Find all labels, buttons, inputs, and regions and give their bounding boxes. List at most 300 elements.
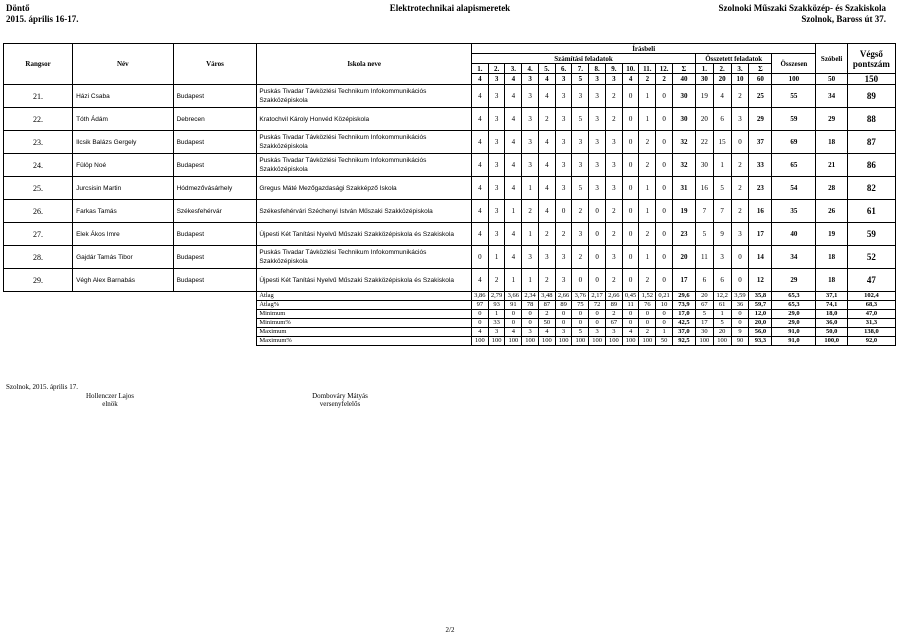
oral-cell: 26 <box>816 200 847 223</box>
written-header: Írásbeli <box>471 44 815 54</box>
stats-calc-cell: 2 <box>605 310 622 319</box>
complex-score-cell: 2 <box>731 200 749 223</box>
oral-cell: 18 <box>816 269 847 292</box>
complex-sum-cell: 14 <box>749 246 772 269</box>
calc-score-cell: 0 <box>589 223 606 246</box>
complex-sum-cell: 17 <box>749 223 772 246</box>
max-points-cell: 2 <box>639 74 656 85</box>
total-cell: 34 <box>772 246 816 269</box>
max-points-cell: 3 <box>488 74 505 85</box>
complex-score-cell: 6 <box>695 269 713 292</box>
calc-score-cell: 4 <box>471 85 488 108</box>
calc-sum-cell: 30 <box>672 85 695 108</box>
stats-calc-cell: 97 <box>471 301 488 310</box>
stats-calc-cell: 2,17 <box>589 292 606 301</box>
calc-sum-cell: 19 <box>672 200 695 223</box>
complex-score-cell: 6 <box>713 269 731 292</box>
calc-sum-cell: 23 <box>672 223 695 246</box>
calc-score-cell: 2 <box>538 223 555 246</box>
calc-score-cell: 4 <box>505 108 522 131</box>
calc-score-cell: 0 <box>622 85 639 108</box>
stats-complex-cell: 100 <box>713 337 731 346</box>
calc-score-cell: 3 <box>488 131 505 154</box>
calc-score-cell: 0 <box>622 108 639 131</box>
signature-1 <box>70 392 150 408</box>
complex-num-header: 2. <box>713 64 731 74</box>
table-row <box>4 246 896 269</box>
page-number: 2/2 <box>445 626 455 634</box>
complex-score-cell: 3 <box>713 246 731 269</box>
calc-score-cell: 3 <box>605 246 622 269</box>
stats-final: 102,4 <box>847 292 895 301</box>
stats-complex-cell: 20 <box>695 292 713 301</box>
city-cell: Hódmezővásárhely <box>173 177 257 200</box>
oral-cell: 19 <box>816 223 847 246</box>
max-points-cell: 3 <box>555 74 572 85</box>
stats-calc-cell: 3 <box>488 328 505 337</box>
complex-score-cell: 3 <box>731 223 749 246</box>
calc-score-cell: 3 <box>572 85 589 108</box>
total-cell: 35 <box>772 200 816 223</box>
calc-sum-cell: 32 <box>672 131 695 154</box>
calc-score-cell: 0 <box>656 108 673 131</box>
city-cell: Budapest <box>173 85 257 108</box>
complex-score-cell: 2 <box>731 154 749 177</box>
rank-cell: 22. <box>4 108 73 131</box>
complex-sum-cell: 29 <box>749 108 772 131</box>
stats-complex-cell: 5 <box>713 319 731 328</box>
calc-score-cell: 3 <box>589 108 606 131</box>
calc-score-cell: 1 <box>639 108 656 131</box>
calc-score-cell: 3 <box>605 131 622 154</box>
calc-score-cell: 2 <box>572 246 589 269</box>
stats-final: 47,0 <box>847 310 895 319</box>
stats-calc-cell: 0,21 <box>656 292 673 301</box>
stats-complex-cell: 5 <box>695 310 713 319</box>
calc-score-cell: 1 <box>522 223 539 246</box>
results-table <box>3 43 896 346</box>
stats-calc-cell: 2,79 <box>488 292 505 301</box>
max-points-cell: 30 <box>695 74 713 85</box>
school-cell: Gregus Máté Mezőgazdasági Szakképző Iskola <box>257 177 472 200</box>
calc-score-cell: 3 <box>522 108 539 131</box>
calc-score-cell: 3 <box>555 154 572 177</box>
calc-score-cell: 4 <box>505 246 522 269</box>
calc-score-cell: 3 <box>555 246 572 269</box>
calc-score-cell: 3 <box>572 131 589 154</box>
city-cell: Budapest <box>173 131 257 154</box>
calc-score-cell: 0 <box>622 246 639 269</box>
stats-calc-sum: 17,0 <box>672 310 695 319</box>
calc-score-cell: 4 <box>471 131 488 154</box>
complex-score-cell: 0 <box>731 131 749 154</box>
calc-score-cell: 3 <box>555 85 572 108</box>
stats-calc-cell: 100 <box>572 337 589 346</box>
stats-calc-cell: 0 <box>471 310 488 319</box>
calc-score-cell: 0 <box>622 131 639 154</box>
calc-score-cell: 3 <box>538 246 555 269</box>
stats-spacer <box>4 301 257 310</box>
complex-sum-cell: 37 <box>749 131 772 154</box>
school-cell: Újpesti Két Tanítási Nyelvű Műszaki Szakközépiskola és Szakiskola <box>257 269 472 292</box>
total-cell: 69 <box>772 131 816 154</box>
complex-score-cell: 5 <box>695 223 713 246</box>
stats-spacer <box>4 292 257 301</box>
stats-calc-cell: 33 <box>488 319 505 328</box>
stats-complex-cell: 0 <box>731 310 749 319</box>
complex-header: Összetett feladatok <box>695 54 771 64</box>
complex-score-cell: 30 <box>695 154 713 177</box>
stats-total: 91,0 <box>772 337 816 346</box>
calc-score-cell: 4 <box>471 154 488 177</box>
school-cell: Puskás Tivadar Távközlési Technikum Infokommunikációs Szakközépiskola <box>257 131 472 154</box>
stats-calc-cell: 10 <box>656 301 673 310</box>
stats-complex-cell: 1 <box>713 310 731 319</box>
complex-score-cell: 7 <box>713 200 731 223</box>
calc-score-cell: 4 <box>538 85 555 108</box>
max-points-cell: 100 <box>772 74 816 85</box>
stats-calc-cell: 78 <box>522 301 539 310</box>
stats-final: 138,0 <box>847 328 895 337</box>
total-cell: 29 <box>772 269 816 292</box>
stats-complex-cell: 17 <box>695 319 713 328</box>
total-cell: 40 <box>772 223 816 246</box>
stats-calc-cell: 3 <box>605 328 622 337</box>
stats-calc-cell: 0 <box>522 310 539 319</box>
max-points-cell: 60 <box>749 74 772 85</box>
stats-calc-cell: 3 <box>522 328 539 337</box>
calc-score-cell: 0 <box>622 200 639 223</box>
calc-sum-cell: 31 <box>672 177 695 200</box>
calc-score-cell: 1 <box>639 200 656 223</box>
calc-header: Számítási feladatok <box>471 54 695 64</box>
complex-score-cell: 1 <box>713 154 731 177</box>
name-cell: Elek Ákos Imre <box>73 223 174 246</box>
stats-complex-cell: 12,2 <box>713 292 731 301</box>
rank-cell: 28. <box>4 246 73 269</box>
table-row <box>4 177 896 200</box>
calc-score-cell: 2 <box>538 269 555 292</box>
complex-score-cell: 3 <box>731 108 749 131</box>
signature-1-role: elnök <box>102 400 118 408</box>
max-points-cell: 40 <box>672 74 695 85</box>
max-points-cell: 10 <box>731 74 749 85</box>
calc-score-cell: 0 <box>622 223 639 246</box>
final-score-cell: 47 <box>847 269 895 292</box>
city-cell: Budapest <box>173 154 257 177</box>
calc-score-cell: 4 <box>471 177 488 200</box>
max-points-cell: 2 <box>656 74 673 85</box>
calc-score-cell: 3 <box>488 108 505 131</box>
calc-score-cell: 3 <box>589 177 606 200</box>
calc-score-cell: 4 <box>471 200 488 223</box>
calc-score-cell: 3 <box>555 131 572 154</box>
oral-cell: 21 <box>816 154 847 177</box>
calc-score-cell: 0 <box>589 269 606 292</box>
name-cell: Házi Csaba <box>73 85 174 108</box>
stats-calc-sum: 92,5 <box>672 337 695 346</box>
complex-score-cell: 6 <box>713 108 731 131</box>
table-row <box>4 85 896 108</box>
calc-score-cell: 2 <box>605 200 622 223</box>
stats-calc-cell: 0 <box>589 310 606 319</box>
stats-calc-cell: 2,34 <box>522 292 539 301</box>
stats-complex-cell: 90 <box>731 337 749 346</box>
complex-score-cell: 4 <box>713 85 731 108</box>
calc-score-cell: 1 <box>505 200 522 223</box>
city-cell: Budapest <box>173 246 257 269</box>
calc-score-cell: 4 <box>471 223 488 246</box>
stats-calc-cell: 100 <box>538 337 555 346</box>
complex-sum-cell: 25 <box>749 85 772 108</box>
calc-score-cell: 0 <box>622 154 639 177</box>
stats-final: 68,3 <box>847 301 895 310</box>
total-cell: 65 <box>772 154 816 177</box>
school-cell: Kratochvil Károly Honvéd Középiskola <box>257 108 472 131</box>
stats-calc-cell: 72 <box>589 301 606 310</box>
final-score-cell: 59 <box>847 223 895 246</box>
rank-cell: 23. <box>4 131 73 154</box>
stats-complex-sum: 12,0 <box>749 310 772 319</box>
calc-score-cell: 1 <box>522 177 539 200</box>
stats-row <box>4 310 896 319</box>
complex-score-cell: 0 <box>731 269 749 292</box>
school-cell: Puskás Tivadar Távközlési Technikum Infokommunikációs Szakközépiskola <box>257 85 472 108</box>
stats-calc-cell: 0 <box>555 319 572 328</box>
table-row <box>4 108 896 131</box>
stats-complex-cell: 36 <box>731 301 749 310</box>
calc-sum-cell: 20 <box>672 246 695 269</box>
final-score-cell: 87 <box>847 131 895 154</box>
oral-cell: 34 <box>816 85 847 108</box>
max-points-cell: 3 <box>589 74 606 85</box>
stats-final: 92,0 <box>847 337 895 346</box>
stats-calc-cell: 3,48 <box>538 292 555 301</box>
school-cell: Székesfehérvári Széchenyi István Műszaki Szakközépiskola <box>257 200 472 223</box>
stats-calc-cell: 0 <box>589 319 606 328</box>
complex-score-cell: 15 <box>713 131 731 154</box>
stats-calc-cell: 67 <box>605 319 622 328</box>
name-cell: Ilcsik Balázs Gergely <box>73 131 174 154</box>
calc-score-cell: 0 <box>589 200 606 223</box>
table-row <box>4 154 896 177</box>
final-score-cell: 88 <box>847 108 895 131</box>
stats-calc-cell: 0 <box>572 310 589 319</box>
calc-num-header: 5. <box>538 64 555 74</box>
header-right <box>718 3 886 25</box>
complex-sum-cell: 33 <box>749 154 772 177</box>
stats-spacer <box>4 328 257 337</box>
stats-calc-cell: 0 <box>505 319 522 328</box>
stats-calc-sum: 37,0 <box>672 328 695 337</box>
calc-score-cell: 3 <box>488 177 505 200</box>
stats-calc-sum: 29,6 <box>672 292 695 301</box>
total-cell: 59 <box>772 108 816 131</box>
stats-calc-cell: 100 <box>488 337 505 346</box>
header-title: Döntő <box>6 3 30 13</box>
stats-spacer <box>4 319 257 328</box>
calc-score-cell: 3 <box>572 154 589 177</box>
complex-sum-cell: 23 <box>749 177 772 200</box>
stats-complex-sum: 59,7 <box>749 301 772 310</box>
city-cell: Budapest <box>173 269 257 292</box>
stats-calc-cell: 2 <box>538 310 555 319</box>
calc-score-cell: 5 <box>572 177 589 200</box>
stats-calc-cell: 100 <box>555 337 572 346</box>
calc-score-cell: 4 <box>505 85 522 108</box>
calc-score-cell: 3 <box>555 269 572 292</box>
oral-cell: 18 <box>816 131 847 154</box>
calc-score-cell: 0 <box>656 177 673 200</box>
stats-calc-cell: 4 <box>505 328 522 337</box>
calc-num-header: 10. <box>622 64 639 74</box>
calc-num-header: 8. <box>589 64 606 74</box>
max-points-cell: 4 <box>538 74 555 85</box>
stats-row <box>4 319 896 328</box>
stats-complex-cell: 20 <box>713 328 731 337</box>
oral-cell: 29 <box>816 108 847 131</box>
stats-calc-cell: 2 <box>639 328 656 337</box>
stats-oral: 74,1 <box>816 301 847 310</box>
stats-complex-sum: 20,0 <box>749 319 772 328</box>
stats-calc-cell: 100 <box>471 337 488 346</box>
calc-score-cell: 4 <box>471 269 488 292</box>
calc-score-cell: 1 <box>505 269 522 292</box>
max-points-cell: 20 <box>713 74 731 85</box>
complex-sum-cell: 16 <box>749 200 772 223</box>
rank-cell: 24. <box>4 154 73 177</box>
stats-oral: 100,0 <box>816 337 847 346</box>
calc-score-cell: 1 <box>522 269 539 292</box>
header-subject: Elektrotechnikai alapismeretek <box>389 3 511 13</box>
calc-score-cell: 4 <box>538 154 555 177</box>
table-row <box>4 131 896 154</box>
stats-calc-cell: 100 <box>505 337 522 346</box>
stats-calc-cell: 89 <box>555 301 572 310</box>
rank-cell: 26. <box>4 200 73 223</box>
signature-2-name: Dombováry Mátyás <box>312 392 368 400</box>
complex-num-header: 3. <box>731 64 749 74</box>
stats-complex-sum: 35,8 <box>749 292 772 301</box>
stats-label: Minimum <box>257 310 472 319</box>
max-points-cell: 3 <box>605 74 622 85</box>
stats-complex-cell: 61 <box>713 301 731 310</box>
calc-score-cell: 2 <box>639 154 656 177</box>
complex-score-cell: 19 <box>695 85 713 108</box>
stats-calc-cell: 0 <box>522 319 539 328</box>
stats-calc-cell: 50 <box>538 319 555 328</box>
calc-score-cell: 3 <box>488 85 505 108</box>
calc-num-header: 11. <box>639 64 656 74</box>
calc-score-cell: 4 <box>505 154 522 177</box>
col-name-header: Név <box>73 44 174 85</box>
stats-calc-cell: 0 <box>639 319 656 328</box>
calc-sum-cell: 30 <box>672 108 695 131</box>
school-cell: Újpesti Két Tanítási Nyelvű Műszaki Szakközépiskola és Szakiskola <box>257 223 472 246</box>
calc-score-cell: 3 <box>522 131 539 154</box>
calc-num-header: 12. <box>656 64 673 74</box>
calc-score-cell: 4 <box>538 131 555 154</box>
final-score-cell: 52 <box>847 246 895 269</box>
calc-num-header: 1. <box>471 64 488 74</box>
calc-score-cell: 0 <box>572 269 589 292</box>
calc-score-cell: 0 <box>622 177 639 200</box>
name-cell: Végh Alex Barnabás <box>73 269 174 292</box>
city-cell: Debrecen <box>173 108 257 131</box>
header-school: Szolnoki Műszaki Szakközép- és Szakiskola <box>718 3 886 13</box>
stats-calc-cell: 4 <box>622 328 639 337</box>
calc-score-cell: 0 <box>471 246 488 269</box>
complex-score-cell: 16 <box>695 177 713 200</box>
calc-score-cell: 3 <box>488 154 505 177</box>
calc-score-cell: 0 <box>656 131 673 154</box>
stats-calc-cell: 76 <box>639 301 656 310</box>
stats-calc-cell: 11 <box>622 301 639 310</box>
oral-cell: 18 <box>816 246 847 269</box>
stats-total: 91,0 <box>772 328 816 337</box>
stats-calc-cell: 3,66 <box>505 292 522 301</box>
rank-cell: 27. <box>4 223 73 246</box>
stats-calc-cell: 3 <box>555 328 572 337</box>
calc-score-cell: 0 <box>656 246 673 269</box>
stats-calc-cell: 50 <box>656 337 673 346</box>
total-cell: 55 <box>772 85 816 108</box>
calc-score-cell: 5 <box>572 108 589 131</box>
stats-complex-cell: 3,59 <box>731 292 749 301</box>
calc-score-cell: 3 <box>605 177 622 200</box>
stats-calc-cell: 0,45 <box>622 292 639 301</box>
calc-score-cell: 2 <box>555 223 572 246</box>
complex-score-cell: 5 <box>713 177 731 200</box>
stats-total: 65,3 <box>772 292 816 301</box>
stats-calc-cell: 87 <box>538 301 555 310</box>
complex-score-cell: 7 <box>695 200 713 223</box>
calc-score-cell: 4 <box>505 131 522 154</box>
complex-score-cell: 11 <box>695 246 713 269</box>
stats-calc-cell: 0 <box>572 319 589 328</box>
calc-score-cell: 3 <box>589 85 606 108</box>
stats-calc-cell: 100 <box>605 337 622 346</box>
calc-score-cell: 3 <box>488 200 505 223</box>
stats-complex-cell: 9 <box>731 328 749 337</box>
city-cell: Budapest <box>173 223 257 246</box>
stats-calc-cell: 0 <box>656 310 673 319</box>
name-cell: Jurcsisin Martin <box>73 177 174 200</box>
calc-score-cell: 0 <box>589 246 606 269</box>
calc-num-header: 2. <box>488 64 505 74</box>
final-score-cell: 89 <box>847 85 895 108</box>
oral-cell: 28 <box>816 177 847 200</box>
col-school-header: Iskola neve <box>257 44 472 85</box>
calc-score-cell: 2 <box>605 108 622 131</box>
calc-score-cell: 3 <box>488 223 505 246</box>
stats-calc-cell: 100 <box>589 337 606 346</box>
calc-num-header: 7. <box>572 64 589 74</box>
table-row <box>4 223 896 246</box>
calc-num-header: 6. <box>555 64 572 74</box>
total-cell: 54 <box>772 177 816 200</box>
name-cell: Fülöp Noé <box>73 154 174 177</box>
stats-oral: 50,0 <box>816 328 847 337</box>
max-points-cell: 150 <box>847 74 895 85</box>
calc-score-cell: 3 <box>605 154 622 177</box>
stats-spacer <box>4 337 257 346</box>
col-rank-header: Rangsor <box>4 44 73 85</box>
stats-total: 29,0 <box>772 319 816 328</box>
calc-score-cell: 2 <box>605 269 622 292</box>
stats-calc-cell: 4 <box>538 328 555 337</box>
calc-score-cell: 4 <box>505 177 522 200</box>
